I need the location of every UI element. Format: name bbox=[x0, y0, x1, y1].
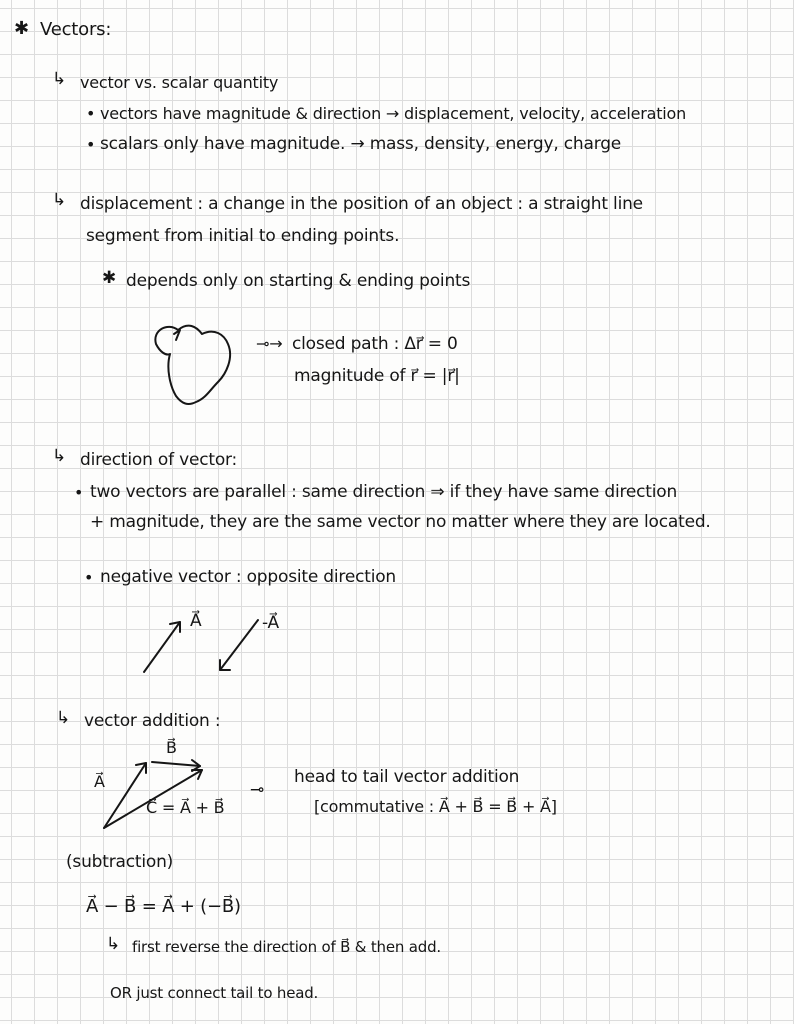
add-b-label: B⃗ bbox=[166, 738, 177, 757]
sub-arrow-icon: ↳ bbox=[106, 934, 121, 954]
subtraction-step-2: OR just connect tail to head. bbox=[110, 984, 319, 1002]
head-to-tail-text: head to tail vector addition bbox=[294, 767, 520, 787]
sub-arrow-icon: ↳ bbox=[52, 446, 67, 466]
subtraction-label: (subtraction) bbox=[66, 852, 174, 872]
subtraction-step-1: first reverse the direction of B⃗ & then add. bbox=[132, 938, 441, 956]
magnitude-text: magnitude of r⃗ = |r⃗| bbox=[294, 366, 460, 386]
vector-a-label: A⃗ bbox=[190, 611, 202, 631]
s2-line-2: segment from initial to ending points. bbox=[86, 226, 400, 246]
arrow-icon: ⊸ bbox=[250, 780, 265, 800]
bullet-icon: • bbox=[86, 135, 96, 154]
title-star-icon: ✱ bbox=[14, 18, 29, 39]
arrow-icon: ⊸→ bbox=[256, 334, 283, 353]
add-c-label: C⃗ = A⃗ + B⃗ bbox=[146, 798, 225, 817]
bullet-icon: • bbox=[84, 568, 94, 587]
s1-bullet-1: vectors have magnitude & direction → displacement, velocity, acceleration bbox=[100, 104, 687, 123]
s3-heading: direction of vector: bbox=[80, 450, 238, 470]
s1-heading: vector vs. scalar quantity bbox=[80, 73, 279, 92]
s2-note: depends only on starting & ending points bbox=[126, 271, 471, 291]
commutative-text: [commutative : A⃗ + B⃗ = B⃗ + A⃗] bbox=[314, 797, 557, 816]
s1-bullet-2: scalars only have magnitude. → mass, density, energy, charge bbox=[100, 134, 622, 154]
add-a-label: A⃗ bbox=[94, 772, 105, 791]
vector-b-line bbox=[152, 762, 200, 766]
sub-arrow-icon: ↳ bbox=[56, 708, 71, 728]
page-title: Vectors: bbox=[40, 19, 112, 40]
bullet-icon: • bbox=[86, 104, 96, 123]
note-star-icon: ✱ bbox=[102, 268, 117, 288]
vector-a-line bbox=[104, 763, 146, 828]
vector-neg-a-label: -A⃗ bbox=[262, 613, 279, 633]
sub-arrow-icon: ↳ bbox=[52, 69, 67, 89]
s4-heading: vector addition : bbox=[84, 711, 221, 731]
closed-path-text: closed path : Δr⃗ = 0 bbox=[292, 334, 458, 354]
s3-bullet-2: negative vector : opposite direction bbox=[100, 567, 397, 587]
s3-bullet-1-line-2: + magnitude, they are the same vector no matter where they are located. bbox=[90, 512, 711, 532]
s3-bullet-1-line-1: two vectors are parallel : same direction ⇒ if they have same direction bbox=[90, 482, 678, 502]
s2-line-1: displacement : a change in the position of an object : a straight line bbox=[80, 194, 643, 214]
sub-arrow-icon: ↳ bbox=[52, 190, 67, 210]
subtraction-formula: A⃗ − B⃗ = A⃗ + (−B⃗) bbox=[86, 896, 241, 917]
bullet-icon: • bbox=[74, 483, 84, 502]
